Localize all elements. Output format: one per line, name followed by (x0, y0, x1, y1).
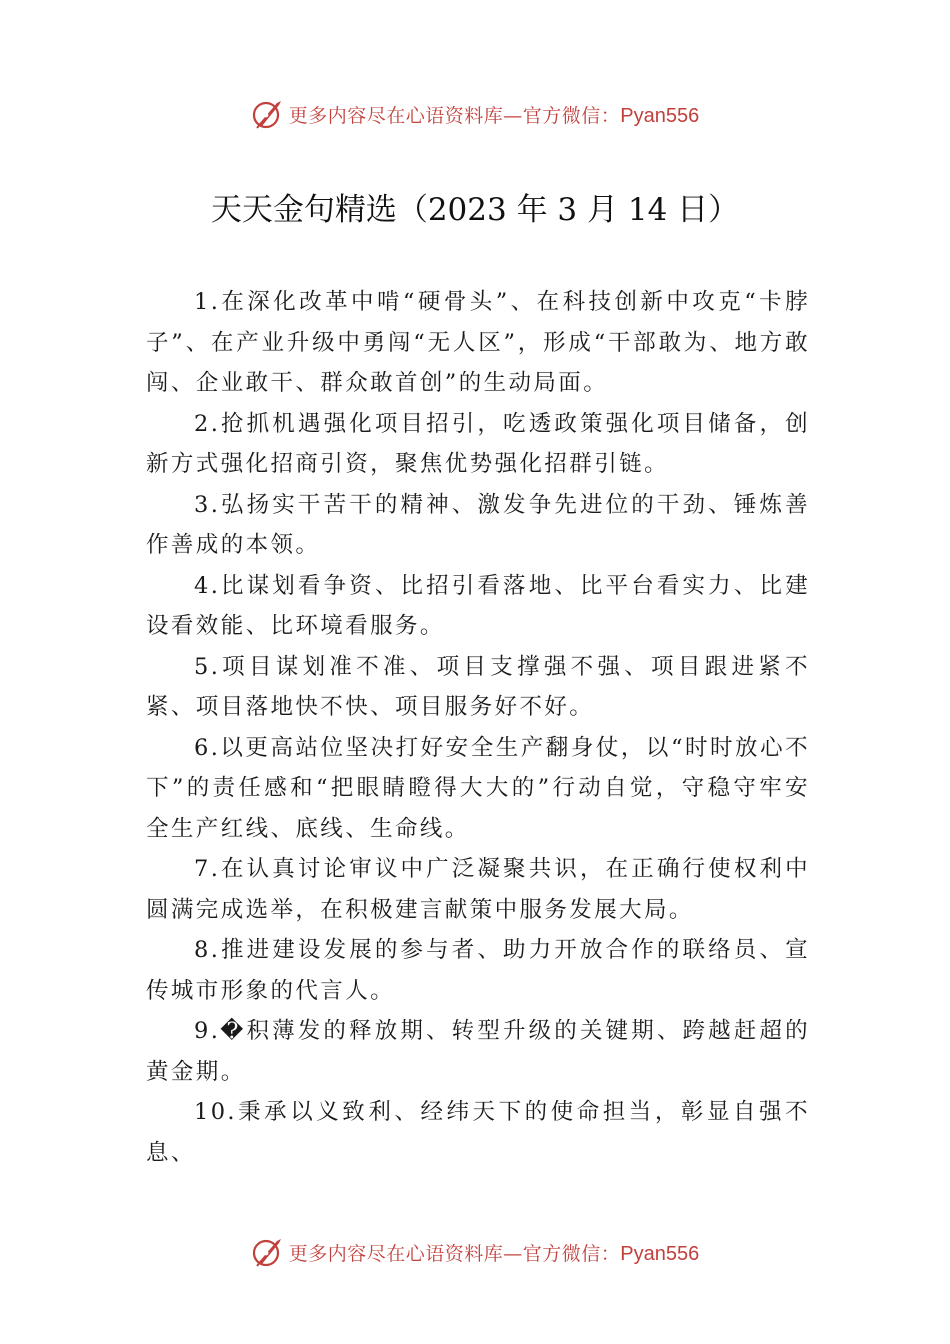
quote-item-9: 9.�积薄发的释放期、转型升级的关键期、跨越赶超的黄金期。 (146, 1018, 810, 1085)
header-banner (0, 94, 950, 134)
quote-item-6: 6.以更高站位坚决打好安全生产翻身仗，以“时时放心不下”的责任感和“把眼睛瞪得大大的”行动自觉，守稳守牢安全生产红线、底线、生命线。 (146, 734, 810, 842)
footer-banner (0, 1232, 950, 1272)
document-title: 天天金句精选（2023 年 3 月 14 日） (210, 192, 740, 228)
quote-item-2: 2.抢抓机遇强化项目招引，吃透政策强化项目储备，创新方式强化招商引资，聚焦优势强化招群引链。 (146, 410, 810, 477)
quote-item-7: 7.在认真讨论审议中广泛凝聚共识，在正确行使权利中圆满完成选举，在积极建言献策中服务发展大局。 (146, 856, 810, 923)
header-banner-text: 更多内容尽在心语资料库—官方微信：Pyan556 (288, 104, 700, 127)
quote-item-8: 8.推进建设发展的参与者、助力开放合作的联络员、宣传城市形象的代言人。 (146, 937, 810, 1004)
quote-item-10: 10.秉承以义致利、经纬天下的使命担当，彰显自强不息、 (146, 1099, 810, 1166)
quill-pen-logo-icon (251, 97, 285, 131)
quote-item-5: 5.项目谋划准不准、项目支撑强不强、项目跟进紧不紧、项目落地快不快、项目服务好不好。 (146, 653, 810, 720)
wechat-id: Pyan556 (620, 1242, 700, 1265)
footer-banner-text: 更多内容尽在心语资料库—官方微信：Pyan556 (288, 1242, 700, 1265)
quote-list (146, 282, 810, 1173)
wechat-id: Pyan556 (620, 104, 700, 127)
quill-pen-logo-icon (251, 1235, 285, 1269)
quote-item-3: 3.弘扬实干苦干的精神、激发争先进位的干劲、锤炼善作善成的本领。 (146, 491, 810, 558)
quote-item-4: 4.比谋划看争资、比招引看落地、比平台看实力、比建设看效能、比环境看服务。 (146, 572, 810, 639)
quote-item-1: 1.在深化改革中啃“硬骨头”、在科技创新中攻克“卡脖子”、在产业升级中勇闯“无人区”，形成“干部敢为、地方敢闯、企业敢干、群众敢首创”的生动局面。 (146, 289, 810, 396)
